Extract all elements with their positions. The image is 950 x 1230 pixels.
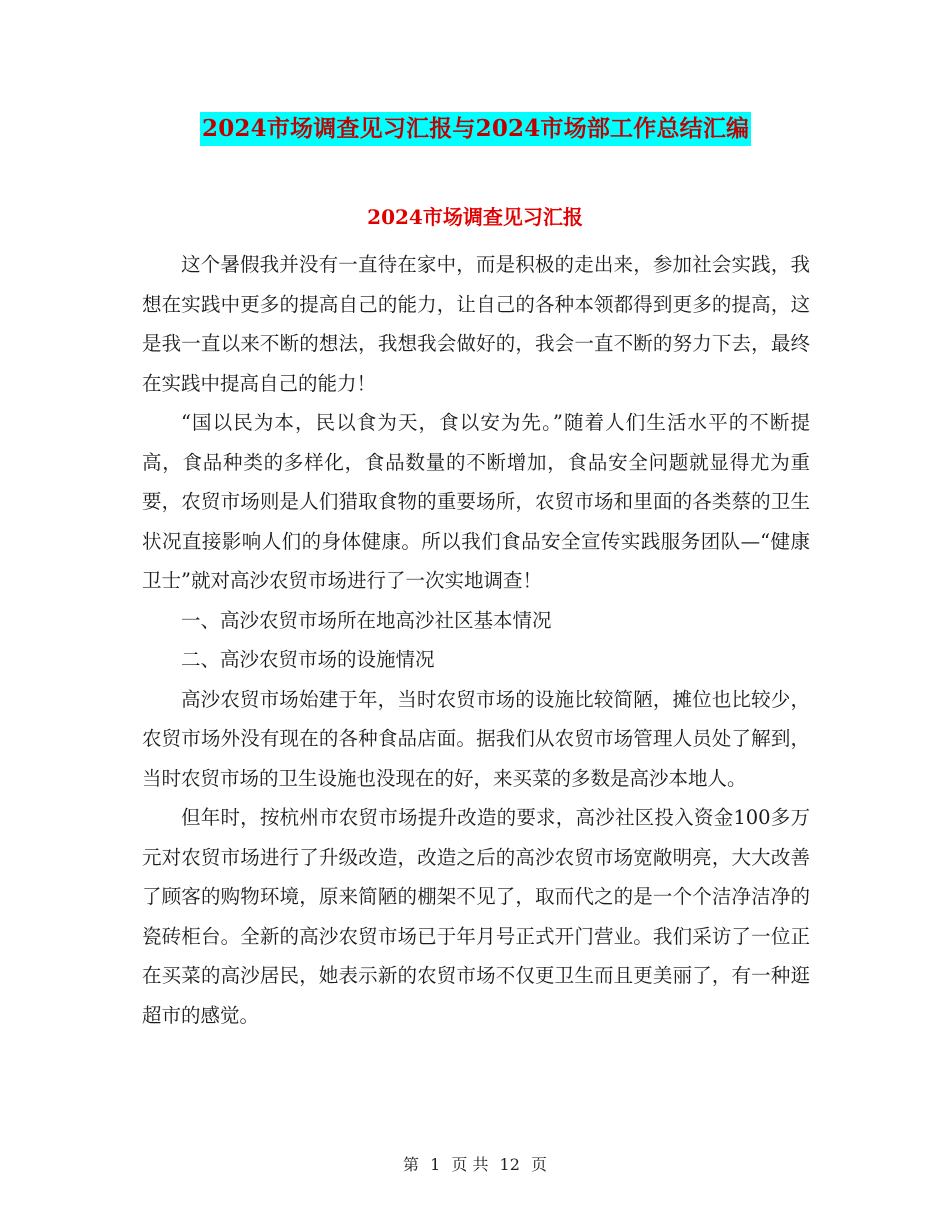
paragraph: 但年时，按杭州市农贸市场提升改造的要求，高沙社区投入资金100多万元对农贸市场进行了升级改造，改造之后的高沙农贸市场宽敞明亮，大大改善了顾客的购物环境，原来简陋的棚架不见了，取而代之的是一个个洁净洁净的瓷砖柜台。全新的高沙农贸市场已于年月号正式开门营业。我们采访了一位正在买菜的高沙居民，她表示新的农贸市场不仅更卫生而且更美丽了，有一种逛超市的感觉。 — [142, 806, 810, 1027]
document-body — [142, 245, 810, 1035]
footer-middle: 页 共 — [451, 1155, 489, 1174]
paragraph: 一、高沙农贸市场所在地高沙社区基本情况 — [181, 608, 552, 632]
page-footer — [0, 1153, 950, 1177]
footer-current-page: 1 — [430, 1155, 441, 1174]
footer-suffix: 页 — [531, 1155, 548, 1174]
paragraph: 二、高沙农贸市场的设施情况 — [181, 648, 435, 671]
paragraph: 这个暑假我并没有一直待在家中，而是积极的走出来，参加社会实践，我想在实践中更多的提高自己的能力，让自己的各种本领都得到更多的提高，这是我一直以来不断的想法，我想我会做好的，我会一直不断的努力下去，最终在实践中提高自己的能力！ — [142, 253, 810, 395]
footer-prefix: 第 — [402, 1155, 419, 1174]
section-title: 2024市场调查见习汇报 — [367, 205, 583, 229]
document-title: 2024市场调查见习汇报与2024市场部工作总结汇编 — [200, 112, 751, 146]
footer-total-pages: 12 — [499, 1155, 520, 1174]
paragraph: “国以民为本，民以食为天，食以安为先。”随着人们生活水平的不断提高，食品种类的多样化，食品数量的不断增加，食品安全问题就显得尤为重要，农贸市场则是人们猎取食物的重要场所，农贸市场和里面的各类蔡的卫生状况直接影响人们的身体健康。所以我们食品安全宣传实践服务团队—“健康卫士”就对高沙农贸市场进行了一次实地调查！ — [142, 411, 810, 592]
paragraph: 高沙农贸市场始建于年，当时农贸市场的设施比较简陋，摊位也比较少，农贸市场外没有现在的各种食品店面。据我们从农贸市场管理人员处了解到，当时农贸市场的卫生设施也没现在的好，来买菜的多数是高沙本地人。 — [142, 687, 810, 790]
